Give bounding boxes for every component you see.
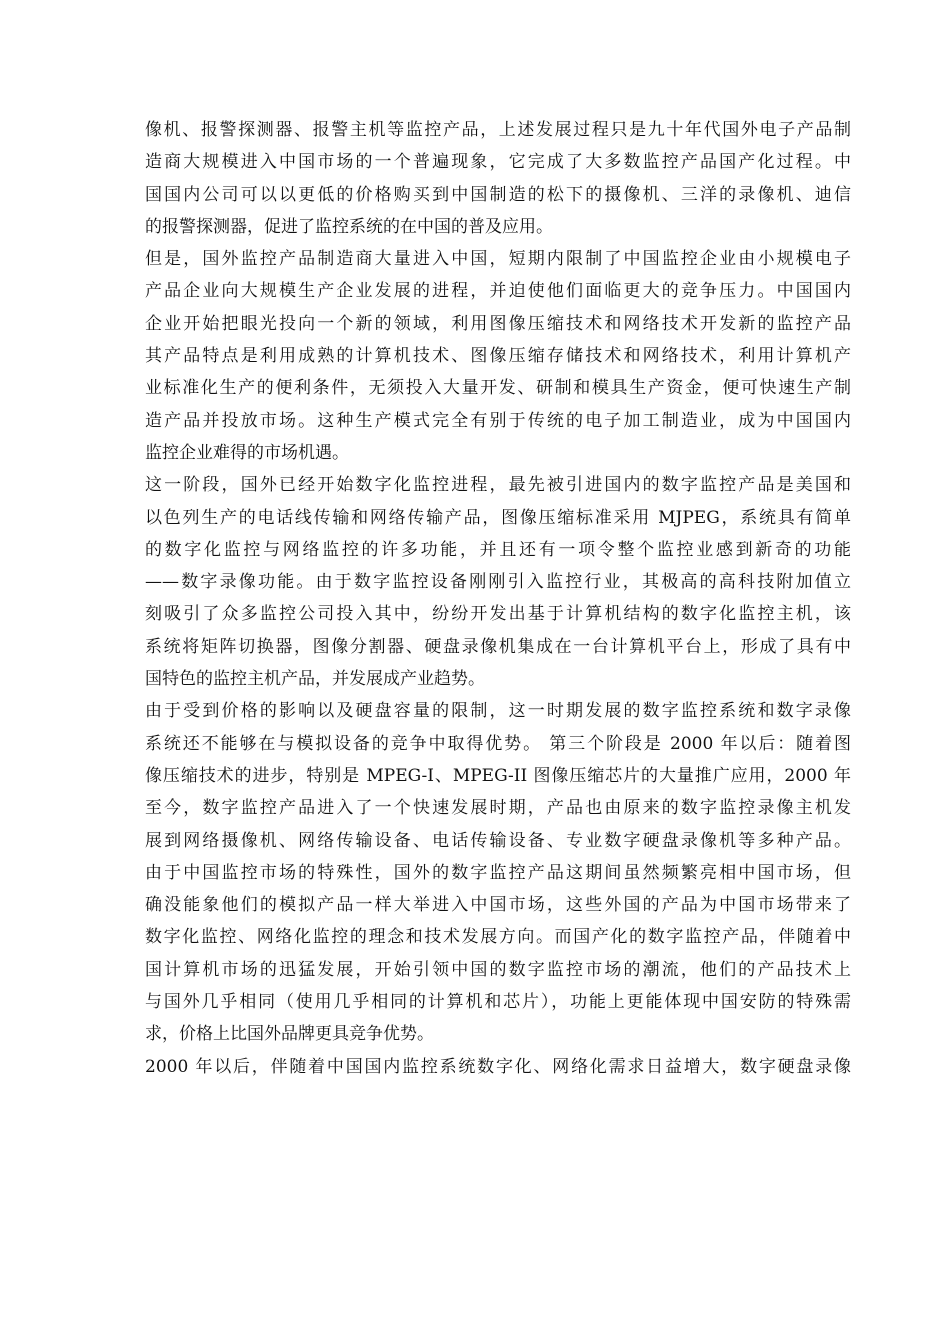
text-line: 系统将矩阵切换器，图像分割器、硬盘录像机集成在一台计算机平台上，形成了具有中 <box>145 636 851 657</box>
paragraph <box>145 243 851 469</box>
text-line: 但是，国外监控产品制造商大量进入中国，短期内限制了中国监控企业由小规模电子 <box>145 249 851 270</box>
text-line: 像机、报警探测器、报警主机等监控产品，上述发展过程只是九十年代国外电子产品制 <box>145 120 851 140</box>
body-text <box>145 114 851 1083</box>
text-line: 国特色的监控主机产品，并发展成产业趋势。 <box>145 669 485 690</box>
text-line: 由于受到价格的影响以及硬盘容量的限制，这一时期发展的数字监控系统和数字录像 <box>145 701 851 722</box>
text-line: 与国外几乎相同（使用几乎相同的计算机和芯片），功能上更能体现中国安防的特殊需 <box>145 992 851 1013</box>
text-line: 刻吸引了众多监控公司投入其中，纷纷开发出基于计算机结构的数字化监控主机，该 <box>145 604 851 625</box>
text-line: 数字化监控、网络化监控的理念和技术发展方向。而国产化的数字监控产品，伴随着中 <box>145 927 851 948</box>
paragraph <box>145 1051 851 1083</box>
paragraph <box>145 695 851 1050</box>
text-line: 系统还不能够在与模拟设备的竞争中取得优势。 第三个阶段是 2000 年以后：随着图 <box>145 733 851 754</box>
text-line: 2000 年以后，伴随着中国国内监控系统数字化、网络化需求日益增大，数字硬盘录像 <box>145 1056 851 1077</box>
text-line: 像压缩技术的进步，特别是 MPEG-I、MPEG-II 图像压缩芯片的大量推广应用，2000 年 <box>145 765 851 786</box>
text-line: ——数字录像功能。由于数字监控设备刚刚引入监控行业，其极高的高科技附加值立 <box>145 572 851 593</box>
text-line: 的数字化监控与网络监控的许多功能，并且还有一项令整个监控业感到新奇的功能 <box>145 539 851 560</box>
text-line: 其产品特点是利用成熟的计算机技术、图像压缩存储技术和网络技术，利用计算机产 <box>145 346 851 367</box>
text-line: 由于中国监控市场的特殊性，国外的数字监控产品这期间虽然频繁亮相中国市场，但 <box>145 862 851 883</box>
text-line: 国计算机市场的迅猛发展，开始引领中国的数字监控市场的潮流，他们的产品技术上 <box>145 959 851 980</box>
paragraph <box>145 469 851 695</box>
text-line: 这一阶段，国外已经开始数字化监控进程，最先被引进国内的数字监控产品是美国和 <box>145 475 851 496</box>
text-line: 造商大规模进入中国市场的一个普遍现象，它完成了大多数监控产品国产化过程。中 <box>145 152 851 173</box>
text-line: 业标准化生产的便利条件，无须投入大量开发、研制和模具生产资金，便可快速生产制 <box>145 378 851 399</box>
text-line: 确没能象他们的模拟产品一样大举进入中国市场，这些外国的产品为中国市场带来了 <box>145 895 851 916</box>
text-line: 产品企业向大规模生产企业发展的进程，并迫使他们面临更大的竞争压力。中国国内 <box>145 281 851 302</box>
text-line: 企业开始把眼光投向一个新的领域，利用图像压缩技术和网络技术开发新的监控产品 <box>145 313 851 334</box>
text-line: 监控企业难得的市场机遇。 <box>145 442 349 463</box>
text-line: 求，价格上比国外品牌更具竞争优势。 <box>145 1024 434 1045</box>
paragraph <box>145 114 851 243</box>
text-line: 造产品并投放市场。这种生产模式完全有别于传统的电子加工制造业，成为中国国内 <box>145 410 851 431</box>
text-line: 展到网络摄像机、网络传输设备、电话传输设备、专业数字硬盘录像机等多种产品。 <box>145 830 851 851</box>
text-line: 以色列生产的电话线传输和网络传输产品，图像压缩标准采用 MJPEG，系统具有简单 <box>145 507 851 528</box>
text-line: 至今，数字监控产品进入了一个快速发展时期，产品也由原来的数字监控录像主机发 <box>145 798 851 819</box>
text-line: 的报警探测器，促进了监控系统的在中国的普及应用。 <box>145 216 553 237</box>
text-line: 国国内公司可以以更低的价格购买到中国制造的松下的摄像机、三洋的录像机、迪信 <box>145 184 851 205</box>
